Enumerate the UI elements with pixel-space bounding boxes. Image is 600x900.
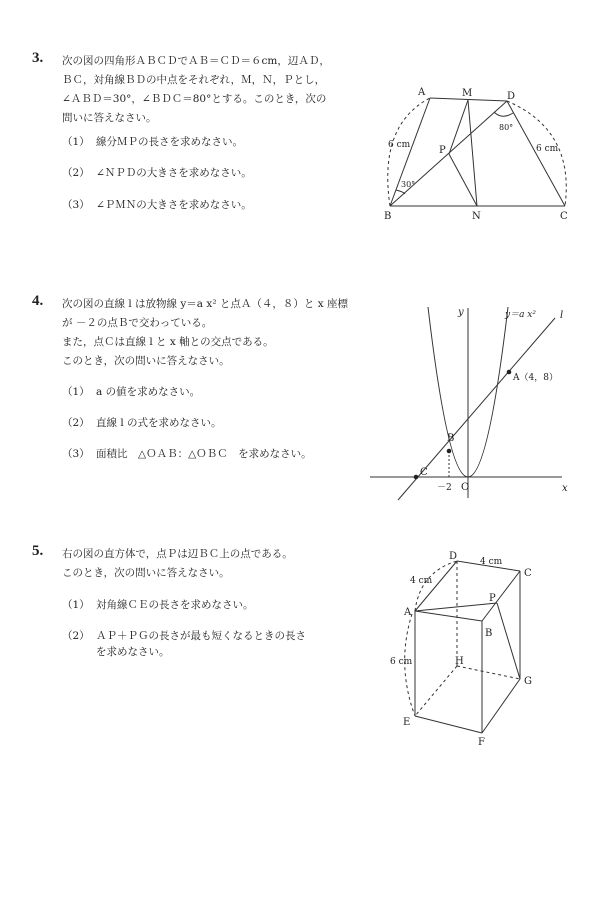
segment-mn (468, 100, 477, 206)
point-a (507, 370, 512, 375)
label-c: C (524, 568, 532, 579)
question-label: （2） (62, 167, 90, 179)
problem-3-number: 3. (32, 50, 44, 66)
question-text: ∠ＰＭＮの大きさを求めなさい。 (96, 199, 252, 211)
label-6cm-ab: 6 cm (388, 140, 411, 150)
label-point-c: C (420, 467, 428, 478)
edge-hg-hidden (457, 666, 520, 679)
statement-line: 次の図の四角形ＡＢＣＤでＡＢ＝ＣＤ＝６cm，辺ＡＤ， (62, 55, 330, 67)
question-text-continued: を求めなさい。 (96, 646, 170, 658)
question-label: （1） (62, 599, 90, 611)
label-n: N (472, 211, 481, 222)
statement-line: 右の図の直方体で，点Ｐは辺ＢＣ上の点である。 (62, 548, 293, 560)
segment-ab (390, 98, 430, 206)
label-parabola: y＝a x² (505, 310, 536, 320)
figure-5 (405, 561, 520, 733)
figure-4 (370, 307, 562, 500)
label-80deg: 80° (499, 123, 514, 132)
edge-ef (415, 716, 482, 733)
label-m: M (462, 88, 473, 99)
label-6cm-cd: 6 cm (536, 144, 559, 154)
label-6cm-ae: 6 cm (390, 657, 413, 667)
question-text: ＡＰ＋ＰＧの長さが最も短くなるときの長さ (96, 630, 306, 642)
point-c (414, 475, 419, 480)
statement-line: また，点Ｃは直線 l と x 軸との交点である。 (62, 336, 274, 348)
edge-he-hidden (415, 666, 457, 716)
label-line-l: l (560, 310, 564, 321)
problem-4-number: 4. (32, 293, 44, 309)
question-text: 直線 l の式を求めなさい。 (96, 417, 222, 429)
question-text: ∠ＮＰＤの大きさを求めなさい。 (96, 167, 252, 179)
segment-mp (449, 100, 468, 154)
label-a: A (418, 87, 426, 98)
edge-cb (482, 571, 520, 621)
statement-line: 問いに答えなさい。 (62, 112, 157, 124)
label-point-b: B (447, 433, 455, 444)
segment-pg (497, 603, 520, 679)
label-p: P (439, 145, 446, 156)
label-p: P (489, 593, 496, 604)
label-e: E (403, 717, 411, 728)
edge-da (415, 561, 457, 611)
figure-4-labels (420, 307, 568, 494)
angle-d-arc (494, 112, 513, 116)
label-point-a: A（4，8） (513, 373, 558, 383)
question-text: 対角線ＣＥの長さを求めなさい。 (96, 599, 254, 611)
point-b (447, 449, 452, 454)
statement-line: ＢＣ，対角線ＢＤの中点をそれぞれ，Ｍ，Ｎ，Ｐとし， (62, 74, 326, 86)
question-label: （2） (62, 417, 90, 429)
label-4cm-ad: 4 cm (410, 576, 433, 586)
diagonal-bd (390, 101, 507, 206)
statement-line: 次の図の直線 l は放物線 y＝a x² と点Ａ（４，８）と x 座標 (62, 298, 348, 310)
label-minus-2: －2 (437, 483, 452, 493)
label-a: A (404, 607, 412, 618)
label-y-axis: y (458, 307, 464, 318)
label-f: F (478, 737, 485, 748)
statement-line: このとき，次の問いに答えなさい。 (62, 567, 230, 579)
question-label: （1） (62, 386, 90, 398)
label-4cm-dc: 4 cm (480, 557, 503, 567)
question-label: （3） (62, 199, 90, 211)
label-b: B (384, 211, 392, 222)
question-label: （3） (62, 448, 90, 460)
statement-line: ∠ＡＢＤ＝30°，∠ＢＤＣ＝80°とする。このとき，次の (62, 93, 327, 105)
problem-5-number: 5. (32, 543, 44, 559)
label-x-axis: x (562, 483, 568, 494)
figure-3-labels (384, 87, 568, 222)
label-d: D (507, 91, 516, 102)
question-label: （2） (62, 630, 90, 642)
question-label: （1） (62, 136, 90, 148)
label-g: G (524, 676, 532, 687)
label-h: H (455, 656, 464, 667)
question-text: 線分ＭＰの長さを求めなさい。 (96, 136, 243, 148)
label-d: D (449, 551, 458, 562)
question-text: a の値を求めなさい。 (96, 386, 201, 398)
edge-fg (482, 679, 520, 733)
label-30deg: 30° (401, 180, 416, 189)
statement-line: このとき，次の問いに答えなさい。 (62, 355, 230, 367)
label-c: C (560, 211, 568, 222)
segment-ap (415, 603, 497, 611)
question-text: 面積比 △ＯＡＢ：△ＯＢＣ を求めなさい。 (96, 448, 312, 460)
edge-ab (415, 611, 482, 621)
statement-line: が －２の点Ｂで交わっている。 (62, 317, 213, 329)
label-b: B (485, 628, 493, 639)
label-origin: O (461, 482, 470, 493)
